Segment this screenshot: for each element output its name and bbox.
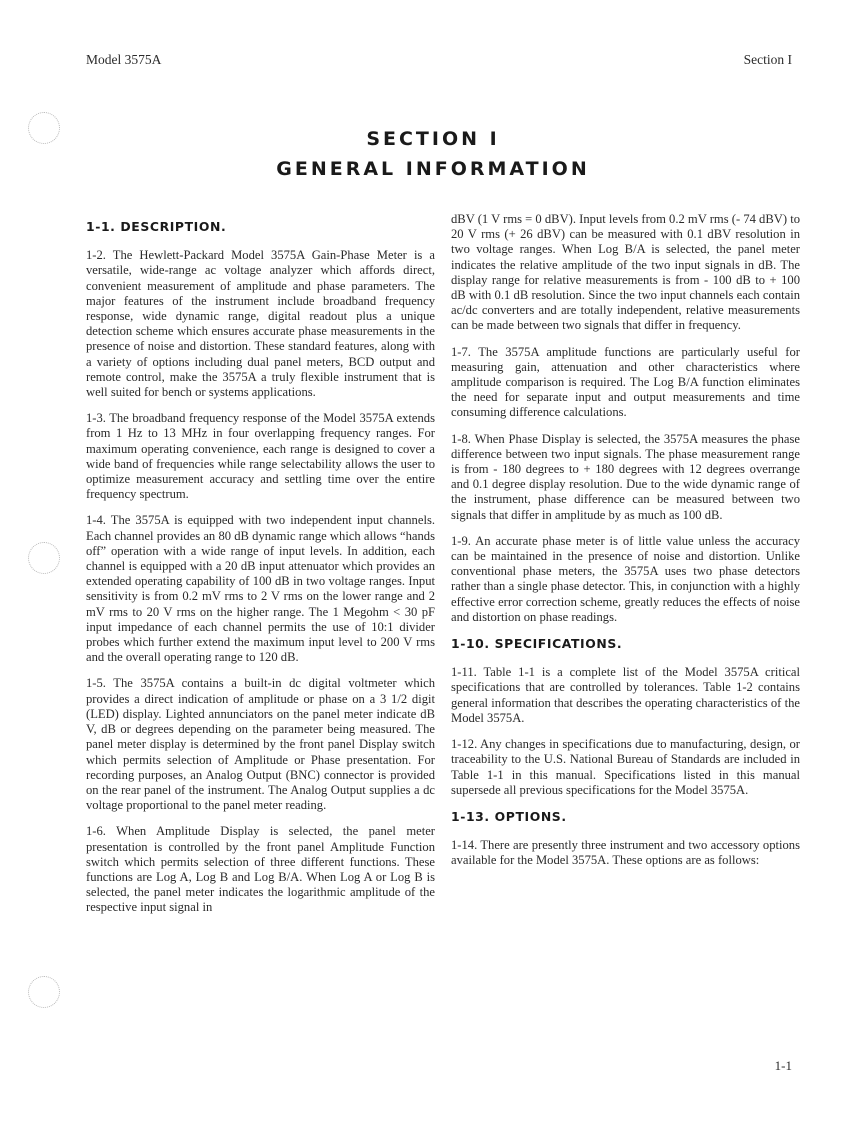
paragraph: 1-5. The 3575A contains a built-in dc digital voltmeter which provides a direct indication of amplitude or phase on a 3 1/2 digit (LED) display. Lighted annunciators on the panel meter indicate dB V, dB or degrees depending on the parameter being measured. The panel meter display is determined by the front panel Display switch which permits selection of Amplitude or Phase presentation. For recording purposes, an Analog Output (BNC) connector is provided on the rear panel of the instrument. The Analog Output supplies a dc voltage proportional to the panel meter reading. [86,676,435,813]
paragraph: 1-11. Table 1-1 is a complete list of the Model 3575A critical specifications that are controlled by tolerances. Table 1-2 contains general information that describes the operating characteristics of the Model 3575A. [451,665,800,725]
section-title-block [0,124,866,184]
right-text-column [451,212,800,880]
punch-hole-mark [28,976,60,1008]
paragraph: 1-3. The broadband frequency response of the Model 3575A extends from 1 Hz to 13 MHz in four overlapping frequency ranges. For maximum operating convenience, each range is designed to cover a wide band of frequencies while range selectability allows the user to optimize measurement accuracy and settling time over the entire frequency spectrum. [86,411,435,502]
paragraph: 1-6. When Amplitude Display is selected, the panel meter presentation is controlled by the front panel Amplitude Function switch which permits selection of three different functions. These functions are Log A, Log B and Log B/A. When Log A or Log B is selected, the panel meter indicates the logarithmic amplitude of the respective input signal in [86,824,435,915]
running-header-model: Model 3575A [86,52,162,67]
section-name-title: GENERAL INFORMATION [276,158,590,180]
section-heading: 1-13. OPTIONS. [451,808,567,824]
punch-hole-mark [28,542,60,574]
paragraph: 1-12. Any changes in specifications due to manufacturing, design, or traceability to the U.S. National Bureau of Standards are included in Table 1-1 in this manual. Specifications listed in this manual supersede all previous specifications for the Model 3575A. [451,737,800,797]
paragraph: 1-8. When Phase Display is selected, the 3575A measures the phase difference between two input signals. The phase measurement range is from - 180 degrees to + 180 degrees with 12 degrees overrange and 0.1 degree display resolution. Due to the wide dynamic range of the instrument, phase difference can be measured between two signals that differ in amplitude by as much as 100 dB. [451,431,800,522]
running-header-section: Section I [743,52,792,67]
left-text-column [86,212,435,927]
paragraph: dBV (1 V rms = 0 dBV). Input levels from 0.2 mV rms (- 74 dBV) to 20 V rms (+ 26 dBV) can be measured with 0.1 dBV resolution in two voltage ranges. When Log B/A is selected, the panel meter indicates the relative amplitude of the two input signals in dB. The display range for relative measurements is from - 100 dB to + 100 dB with 0.1 dB resolution. Since the two input channels each contain ac/dc converters and are totally independent, relative measurements can be made between two signals that differ in frequency. [451,212,800,333]
paragraph: 1-9. An accurate phase meter is of little value unless the accuracy can be maintained in the presence of noise and distortion. Unlike conventional phase meters, the 3575A uses two phase detectors rather than a single phase detector. This, in conjunction with a highly effective error correction scheme, greatly reduces the effects of noise and distortion on phase readings. [451,533,800,624]
section-number-title: SECTION I [366,128,500,150]
paragraph: 1-7. The 3575A amplitude functions are particularly useful for measuring gain, attenuation and other characteristics where amplitude comparison is required. The Log B/A function eliminates the need for separate input and output measurements and time consuming difference calculations. [451,344,800,420]
page-number: 1-1 [774,1058,792,1073]
section-heading: 1-1. DESCRIPTION. [86,219,227,234]
section-heading: 1-10. SPECIFICATIONS. [451,636,623,652]
paragraph: 1-4. The 3575A is equipped with two independent input channels. Each channel provides an 80 dB dynamic range which allows “hands off” operation with a wide range of input levels. In addition, each channel is equipped with a 20 dB input attenuator which provides an extended operating capability of 100 dB in two voltage ranges. Input sensitivity is from 0.2 mV rms to 2 V rms on the lower range and 2 mV rms to 20 V rms on the higher range. The 1 Megohm < 30 pF input impedance of each channel permits the use of 10:1 divider probes which further extend the maximum input level to 200 V rms and the overall operating range to 120 dB. [86,513,435,665]
paragraph: 1-14. There are presently three instrument and two accessory options available for the Model 3575A. These options are as follows: [451,838,800,868]
paragraph: 1-2. The Hewlett-Packard Model 3575A Gain-Phase Meter is a versatile, wide-range ac voltage analyzer which affords direct, convenient measurement of amplitude and phase parameters. The major features of the instrument include broadband frequency response, wide dynamic range, digital readout plus a unique detection scheme which ensures accurate phase measurements in the presence of noise and distortion. These standard features, along with a variety of options including dual panel meters, BCD output and remote control, make the 3575A a truly flexible instrument that is well suited for bench or systems applications. [86,248,435,400]
